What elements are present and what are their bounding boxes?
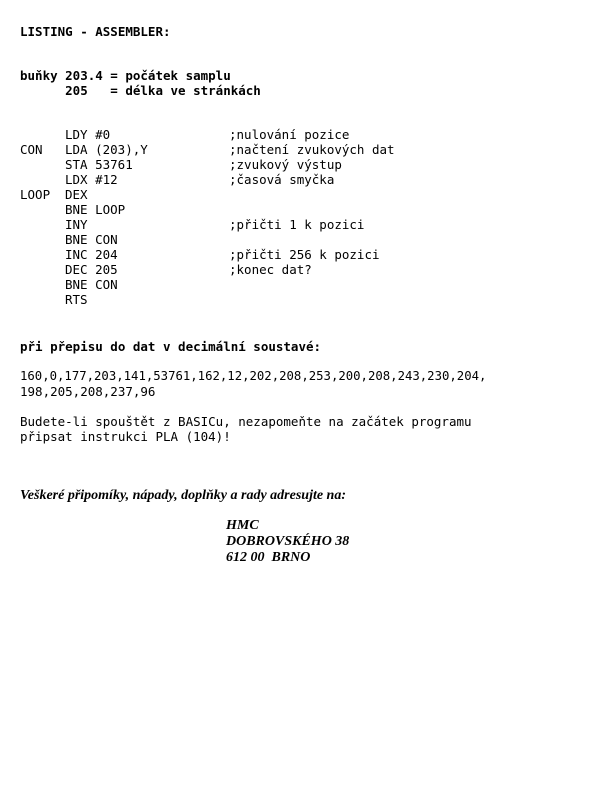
decimal-heading: při přepisu do dat v decimální soustavé: — [20, 339, 322, 354]
code-instruction: DEC 205 — [65, 262, 118, 277]
cells-line-2: 205 = délka ve stránkách — [20, 83, 261, 98]
code-comment: ;načtení zvukových dat — [229, 142, 395, 157]
code-instruction: LDA (203),Y — [65, 142, 148, 157]
code-comment: ;přičti 256 k pozici — [229, 247, 380, 262]
code-label: CON — [20, 142, 43, 157]
code-instruction: BNE CON — [65, 232, 118, 247]
basic-note-line-1: Budete-li spouštět z BASICu, nezapomeňte na začátek programu — [20, 414, 472, 429]
code-comment: ;časová smyčka — [229, 172, 335, 187]
address-street: DOBROVSKÉHO 38 — [226, 534, 350, 549]
code-line — [20, 292, 88, 367]
cells-line-1: buňky 203.4 = počátek samplu — [20, 68, 231, 83]
code-instruction: LDX #12 — [65, 172, 118, 187]
address-city: 612 00 BRNO — [226, 550, 311, 565]
code-instruction: INY — [65, 217, 88, 232]
code-instruction: BNE LOOP — [65, 202, 126, 217]
code-instruction: DEX — [65, 187, 88, 202]
code-comment: ;nulování pozice — [229, 127, 350, 142]
listing-heading: LISTING - ASSEMBLER: — [20, 24, 171, 39]
code-instruction: STA 53761 — [65, 157, 133, 172]
code-instruction: RTS — [65, 292, 88, 307]
basic-note-line-2: připsat instrukci PLA (104)! — [20, 429, 231, 444]
decimal-data-line-1: 160,0,177,203,141,53761,162,12,202,208,253,200,208,243,230,204, — [20, 369, 487, 383]
contact-heading: Veškeré připomíky, nápady, doplňky a rady adresujte na: — [20, 488, 347, 503]
code-comment: ;zvukový výstup — [229, 157, 342, 172]
code-comment: ;konec dat? — [229, 262, 312, 277]
decimal-data-line-2: 198,205,208,237,96 — [20, 384, 156, 399]
code-label: LOOP — [20, 187, 51, 202]
code-instruction: BNE CON — [65, 277, 118, 292]
code-instruction: LDY #0 — [65, 127, 111, 142]
code-instruction: INC 204 — [65, 247, 118, 262]
address-name: HMC — [226, 518, 259, 533]
code-comment: ;přičti 1 k pozici — [229, 217, 365, 232]
